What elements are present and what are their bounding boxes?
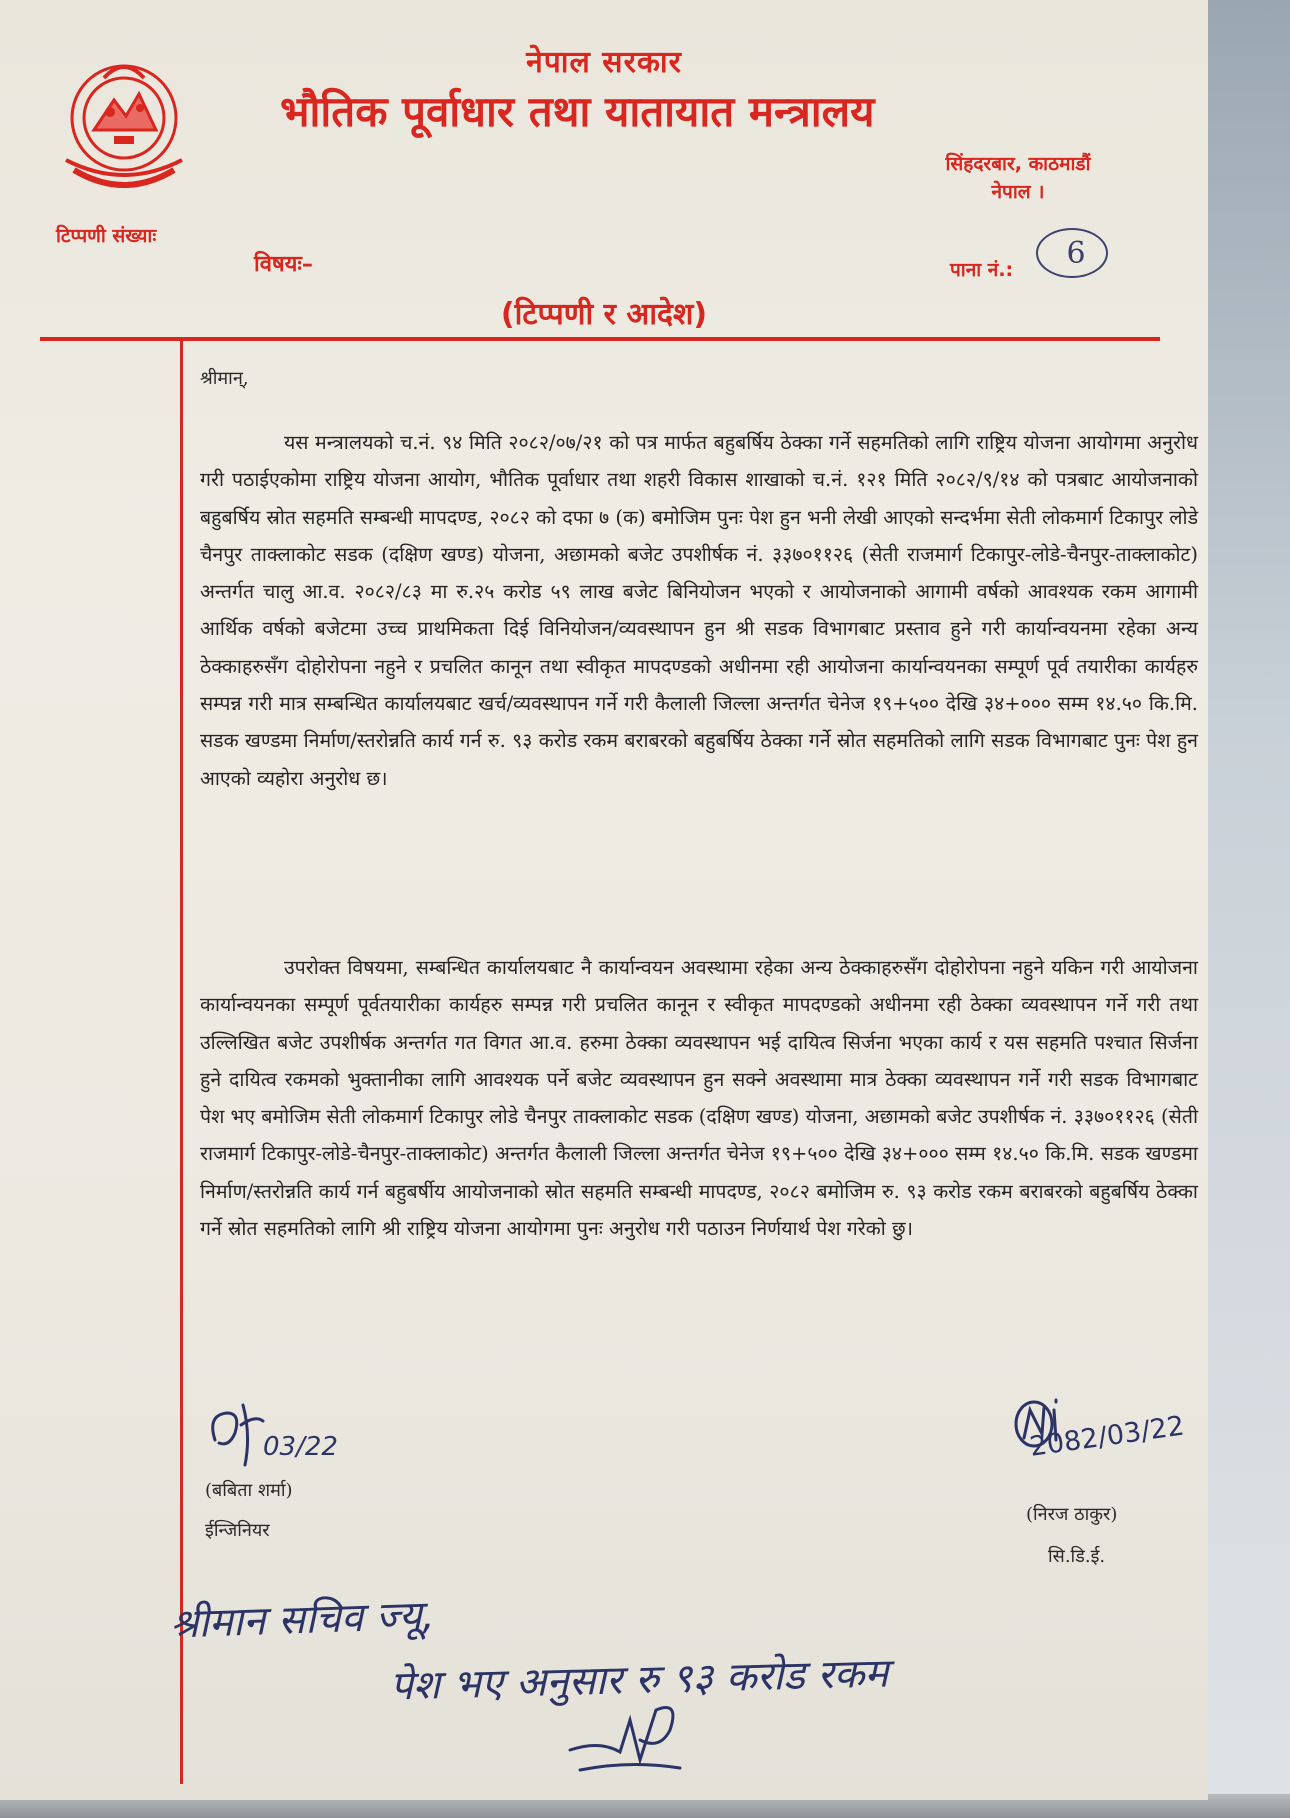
body-paragraph-1: यस मन्त्रालयको च.नं. ९४ मिति २०८२/०७/२१ को पत्र मार्फत बहुबर्षिय ठेक्का गर्ने सहमतिको लागि राष्ट्रिय योजना आयोगमा अनुरोध गरी पठाईएकोमा राष्ट्रिय योजना आयोग, भौतिक पूर्वाधार तथा शहरी विकास शाखाको च.नं. १२१ मिति २०८२/९/१४ को पत्रबाट आयोजनाको बहुबर्षिय स्रोत सहमति सम्बन्धी मापदण्ड, २०८२ को दफा ७ (क) बमोजिम पुनः पेश हुन भनी लेखी आएको सन्दर्भमा सेती लोकमार्ग टिकापुर लोडे चैनपुर ताक्लाकोट सडक (दक्षिण खण्ड) योजना, अछामको बजेट उपशीर्षक नं. ३३७०११२६ (सेती राजमार्ग टिकापुर-लोडे-चैनपुर-ताक्लाकोट) अन्तर्गत चालु आ.व. २०८२/८३ मा रु.२५ करोड ५९ लाख बजेट बिनियोजन भएको र आयोजनाको आगामी वर्षको आवश्यक रकम आगामी आर्थिक वर्षको बजेटमा उच्च प्राथमिकता दिई विनियोजन/व्यवस्थापन हुन श्री सडक विभागबाट प्रस्ताव हुने गरी कार्यान्वयनमा रहेका अन्य ठेक्काहरुसँग दोहोरोपना नहुने र प्रचलित कानून तथा स्वीकृत मापदण्डको अधीनमा रही आयोजना कार्यान्वयनका सम्पूर्ण पूर्व तयारीका कार्यहरु सम्पन्न गरी मात्र सम्बन्धित कार्यालयबाट खर्च/व्यवस्थापन गर्ने गरी कैलाली जिल्ला अन्तर्गत चेनेज १९+५०० देखि ३४+००० सम्म १४.५० कि.मि. सडक खण्डमा निर्माण/स्तरोन्नति कार्य गर्न रु. ९३ करोड रकम बराबरको बहुबर्षिय ठेक्का गर्ने स्रोत सहमतिको लागि सडक विभागबाट पुनः पेश हुन आएको व्यहोरा अनुरोध छ। — [200, 431, 1198, 790]
handwritten-note-line-1: श्रीमान सचिव ज्यू, — [169, 1592, 436, 1648]
handwritten-note-line-2: पेश भए अनुसार रु ९३ करोड रकम — [389, 1650, 889, 1710]
page-number-value: 6 — [1066, 235, 1086, 271]
memo-number-label: टिप्पणी संख्याः — [56, 225, 157, 247]
salutation: श्रीमान्, — [200, 368, 249, 389]
margin-rule — [180, 339, 183, 1784]
page-number-label: पाना नं.: — [950, 259, 1014, 281]
engineer-signature — [205, 1385, 355, 1480]
address-line-2: नेपाल । — [991, 181, 1045, 203]
header-rule — [40, 337, 1160, 341]
government-name: नेपाल सरकार — [526, 45, 682, 80]
table-background — [1195, 0, 1290, 1818]
body-paragraph-2: उपरोक्त विषयमा, सम्बन्धित कार्यालयबाट नै कार्यान्वयन अवस्थामा रहेका अन्य ठेक्काहरुसँग दोहोरोपना नहुने यकिन गरी आयोजना कार्यान्वयनका सम्पूर्ण पूर्वतयारीका कार्यहरु सम्पन्न गरी प्रचलित कानून र स्वीकृत मापदण्डको अधीनमा रही ठेक्का व्यवस्थापन गर्ने गरी तथा उल्लिखित बजेट उपशीर्षक अन्तर्गत गत विगत आ.व. हरुमा ठेक्का व्यवस्थापन भई दायित्व सिर्जना भएका कार्य र यस सहमति पश्चात सिर्जना हुने दायित्व रकमको भुक्तानीका लागि आवश्यक पर्ने बजेट व्यवस्थापन हुन सक्ने अवस्थामा मात्र ठेक्का व्यवस्थापन गर्ने गरी सडक विभागबाट पेश भए बमोजिम सेती लोकमार्ग टिकापुर लोडे चैनपुर ताक्लाकोट सडक (दक्षिण खण्ड) योजना, अछामको बजेट उपशीर्षक नं. ३३७०११२६ (सेती राजमार्ग टिकापुर-लोडे-चैनपुर-ताक्लाकोट) अन्तर्गत कैलाली जिल्ला अन्तर्गत चेनेज १९+५०० देखि ३४+००० सम्म १४.५० कि.मि. सडक खण्डमा निर्माण/स्तरोन्नति कार्य गर्न बहुबर्षीय आयोजनाको स्रोत सहमति सम्बन्धी मापदण्ड, २०८२ बमोजिम रु. ९३ करोड रकम बराबरको बहुबर्षिय ठेक्का गर्ने स्रोत सहमतिको लागि श्री राष्ट्रिय योजना आयोगमा पुनः अनुरोध गरी पठाउन निर्णयार्थ पेश गरेको छु। — [200, 956, 1198, 1241]
engineer-name: (बबिता शर्मा) — [205, 1480, 293, 1501]
address-line-1: सिंहदरबार, काठमाडौं — [945, 153, 1091, 175]
ministry-name: भौतिक पूर्वाधार तथा यातायात मन्त्रालय — [280, 87, 875, 136]
cde-name: (निरज ठाकुर) — [1026, 1504, 1118, 1525]
cde-title: सि.डि.ई. — [1048, 1546, 1106, 1567]
cde-signature-date: 2082/03/22 — [1027, 1410, 1187, 1463]
ministry-address — [928, 150, 1108, 206]
subject-label: विषयः– — [254, 252, 313, 277]
engineer-title: ईन्जिनियर — [205, 1520, 270, 1541]
engineer-signature-date: 03/22 — [263, 1432, 338, 1462]
section-title: (टिप्पणी र आदेश) — [500, 297, 708, 332]
approval-signature — [560, 1690, 700, 1790]
